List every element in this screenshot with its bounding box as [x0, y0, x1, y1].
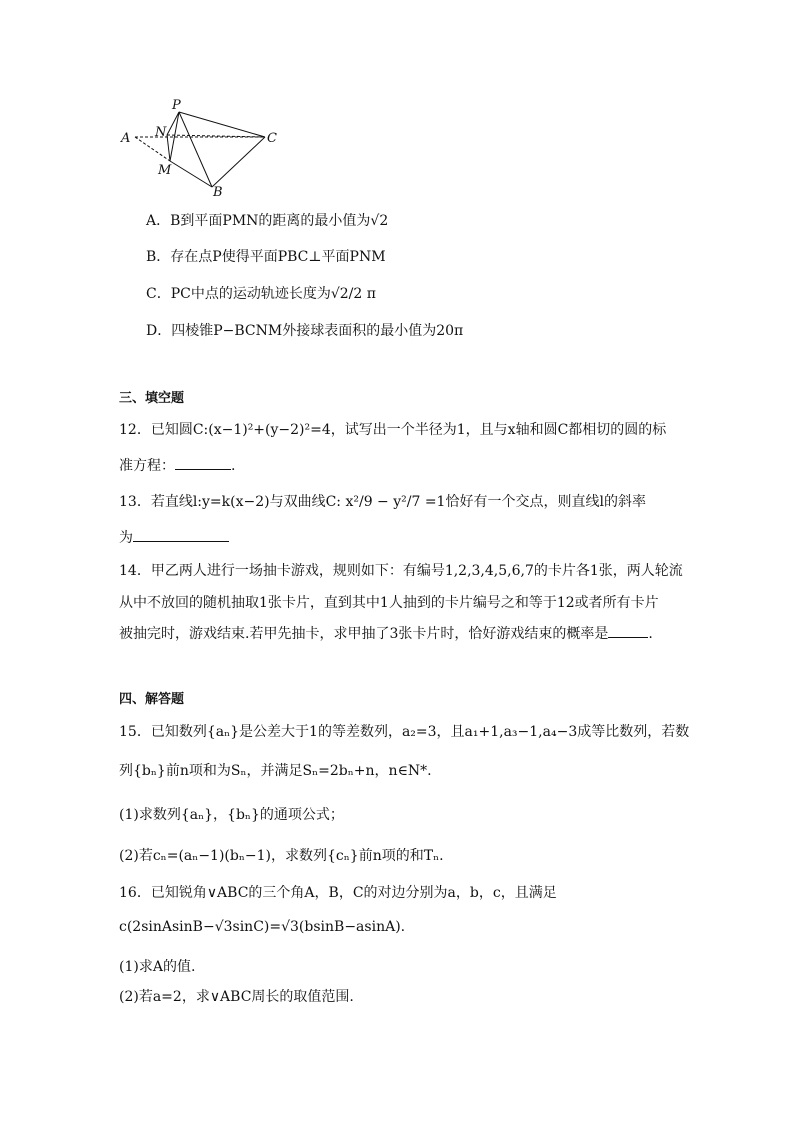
- label-C: C: [267, 131, 277, 146]
- q14-line1: 14．甲乙两人进行一场抽卡游戏，规则如下：有编号1,2,3,4,5,6,7的卡片各1张，两人轮流: [119, 563, 683, 579]
- q15-part1: (1)求数列{aₙ}，{bₙ}的通项公式；: [119, 807, 344, 823]
- label-B: B: [213, 185, 223, 200]
- q15-line2: 列{bₙ}前n项和为Sₙ，并满足Sₙ=2bₙ+n，n∈N*.: [119, 763, 432, 779]
- option-a: A．B到平面PMN的距离的最小值为√2: [146, 213, 389, 229]
- q13-answer-blank[interactable]: [133, 528, 229, 542]
- edge-M-B: [170, 161, 212, 187]
- q14-line3: 被抽完时，游戏结束.若甲先抽卡，求甲抽了3张卡片时，恰好游戏结束的概率是 .: [119, 626, 653, 642]
- q16-line1: 16．已知锐角∨ABC的三个角A，B，C的对边分别为a，b，c，且满足: [119, 885, 557, 901]
- tetrahedron-figure: [115, 95, 290, 205]
- label-M: M: [158, 163, 172, 178]
- q12-line2: 准方程： .: [119, 458, 236, 474]
- label-P: P: [172, 98, 181, 113]
- q12-line1: 12．已知圆C:(x−1)²+(y−2)²=4，试写出一个半径为1，且与x轴和圆C都相切的圆的标: [119, 422, 667, 438]
- edge-N-M: [167, 135, 170, 161]
- label-A: A: [121, 131, 131, 146]
- q14-answer-blank[interactable]: [608, 624, 648, 638]
- q16-part2: (2)若a=2，求∨ABC周长的取值范围.: [119, 989, 354, 1005]
- section-title-fill-in: 三、填空题: [119, 391, 185, 406]
- q13-line2: [119, 528, 229, 548]
- q16-line2: c(2sinAsinB−√3sinC)=√3(bsinB−asinA).: [119, 919, 406, 935]
- q16-part1: (1)求A的值.: [119, 959, 196, 975]
- q13-line2-text: 为: [119, 530, 133, 546]
- section-title-solve: 四、解答题: [119, 692, 185, 707]
- edge-B-C: [212, 137, 265, 187]
- label-N: N: [155, 125, 167, 140]
- q15-line1: 15．已知数列{aₙ}是公差大于1的等差数列，a₂=3，且a₁+1,a₃−1,a₄−3成等比数列，若数: [119, 724, 690, 740]
- option-d: D．四棱锥P−BCNM外接球表面积的最小值为20π: [146, 323, 464, 339]
- q13-line1: 13．若直线l:y=k(x−2)与双曲线C: x²/9 − y²/7 =1恰好有一个交点，则直线l的斜率: [119, 494, 646, 510]
- q12-line2-text: 准方程：: [119, 458, 175, 474]
- edge-P-C: [179, 112, 265, 137]
- q14-line3-text: 被抽完时，游戏结束.若甲先抽卡，求甲抽了3张卡片时，恰好游戏结束的概率是: [119, 626, 609, 642]
- option-b: B．存在点P使得平面PBC⊥平面PNM: [146, 249, 386, 265]
- edge-A-M: [135, 137, 170, 161]
- edge-P-B: [179, 112, 212, 187]
- option-c: C．PC中点的运动轨迹长度为√2/2 π: [146, 286, 376, 302]
- q12-answer-blank[interactable]: [175, 456, 231, 470]
- q15-part2: (2)若cₙ=(aₙ−1)(bₙ−1)，求数列{cₙ}前n项的和Tₙ.: [119, 848, 444, 864]
- q14-line2: 从中不放回的随机抽取1张卡片，直到其中1人抽到的卡片编号之和等于12或者所有卡片: [119, 595, 659, 611]
